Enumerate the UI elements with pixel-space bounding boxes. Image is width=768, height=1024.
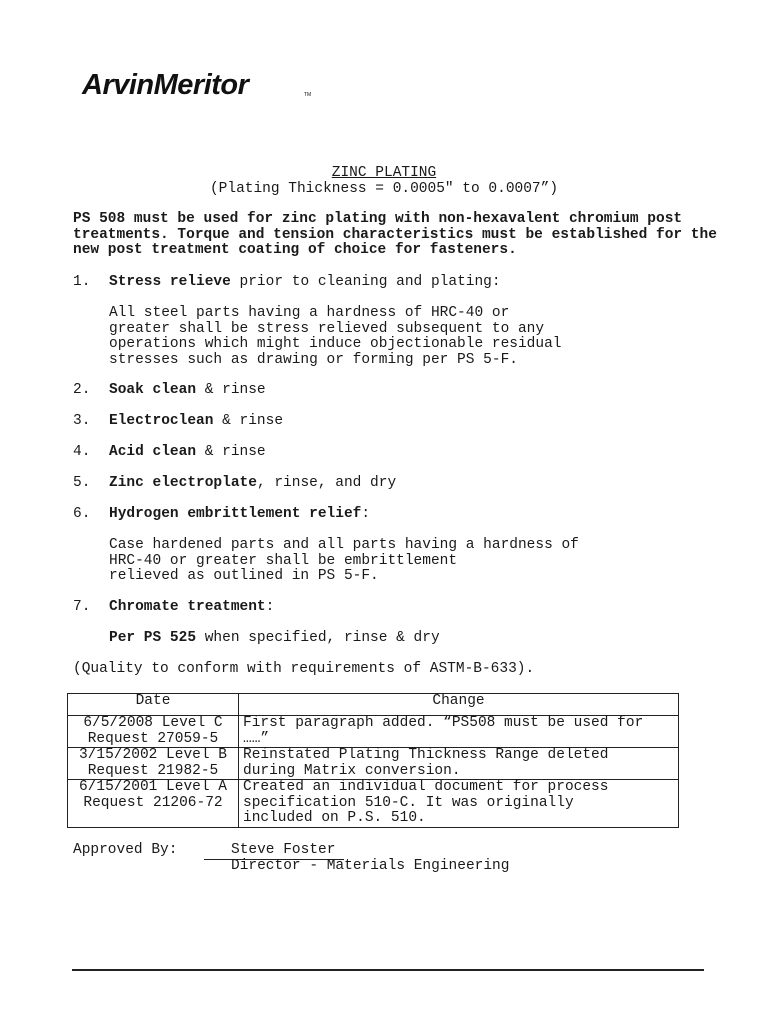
approver-role: Director - Materials Engineering bbox=[231, 857, 510, 874]
svg-text:TM: TM bbox=[304, 92, 312, 98]
revision-date: 3/15/2002 Level B Request 21982-5 bbox=[68, 748, 239, 780]
revision-change: First paragraph added. “PS508 must be used for ……” bbox=[239, 716, 679, 748]
arvinmeritor-logo bbox=[80, 64, 320, 104]
step-text: & rinse bbox=[196, 444, 266, 460]
step-number: 5. bbox=[73, 475, 91, 491]
revision-change: Reinstated Plating Thickness Range deleted during Matrix conversion. bbox=[239, 748, 679, 780]
step-detail-title: Per PS 525 bbox=[109, 630, 197, 646]
step-title: Acid clean bbox=[109, 444, 197, 460]
table-row bbox=[68, 748, 679, 780]
step-title: Soak clean bbox=[109, 382, 197, 398]
column-header-change: Change bbox=[239, 694, 679, 716]
step-title: Zinc electroplate bbox=[109, 475, 257, 491]
step-text: prior to cleaning and plating: bbox=[230, 274, 501, 290]
step-detail-text: when specified, rinse & dry bbox=[196, 630, 440, 646]
table-header-row bbox=[68, 694, 679, 716]
step-text: & rinse bbox=[196, 382, 266, 398]
intro-paragraph: PS 508 must be used for zinc plating with non-hexavalent chromium post treatments. Torque and tension characteristics must be established for the new post treatment coating of choice for fasteners. bbox=[73, 211, 717, 258]
step-number: 6. bbox=[73, 506, 91, 522]
step-title: Chromate treatment bbox=[109, 599, 266, 615]
step-text: , rinse, and dry bbox=[256, 475, 397, 491]
document-title: ZINC PLATING bbox=[331, 165, 437, 181]
step-number: 3. bbox=[73, 413, 91, 429]
step-detail: Case hardened parts and all parts having a hardness of HRC-40 or greater shall be embrittlement relieved as outlined in PS 5-F. bbox=[109, 537, 579, 584]
logo-wordmark bbox=[80, 64, 320, 104]
column-header-date: Date bbox=[68, 694, 239, 716]
quality-note: (Quality to conform with requirements of ASTM-B-633). bbox=[73, 661, 535, 677]
revision-change: Created an individual document for process specification 510-C. It was originally included on P.S. 510. bbox=[239, 780, 679, 828]
approver-name: Steve Foster bbox=[204, 843, 344, 860]
step-title: Hydrogen embrittlement relief bbox=[109, 506, 362, 522]
document-subtitle: (Plating Thickness = 0.0005" to 0.0007”) bbox=[209, 181, 559, 197]
approved-by-label: Approved By: bbox=[73, 842, 178, 858]
step-number: 1. bbox=[73, 274, 91, 290]
step-text: : bbox=[361, 506, 371, 522]
step-detail bbox=[109, 631, 709, 647]
table-row bbox=[68, 716, 679, 748]
svg-text:ArvinMeritor: ArvinMeritor bbox=[82, 69, 249, 101]
revision-date: 6/15/2001 Level A Request 21206-72 bbox=[68, 780, 239, 828]
revision-table bbox=[67, 693, 679, 828]
step-text: : bbox=[265, 599, 275, 615]
step-number: 7. bbox=[73, 599, 91, 615]
table-row bbox=[68, 780, 679, 828]
footer-divider bbox=[72, 969, 704, 971]
step-number: 2. bbox=[73, 382, 91, 398]
step-title: Electroclean bbox=[109, 413, 214, 429]
step-number: 4. bbox=[73, 444, 91, 460]
step-title: Stress relieve bbox=[109, 274, 231, 290]
revision-date: 6/5/2008 Level C Request 27059-5 bbox=[68, 716, 239, 748]
step-detail: All steel parts having a hardness of HRC-40 or greater shall be stress relieved subsequent to any operations which might induce objectionable residual stresses such as drawing or forming per PS 5-F. bbox=[109, 305, 562, 368]
step-text: & rinse bbox=[213, 413, 284, 429]
